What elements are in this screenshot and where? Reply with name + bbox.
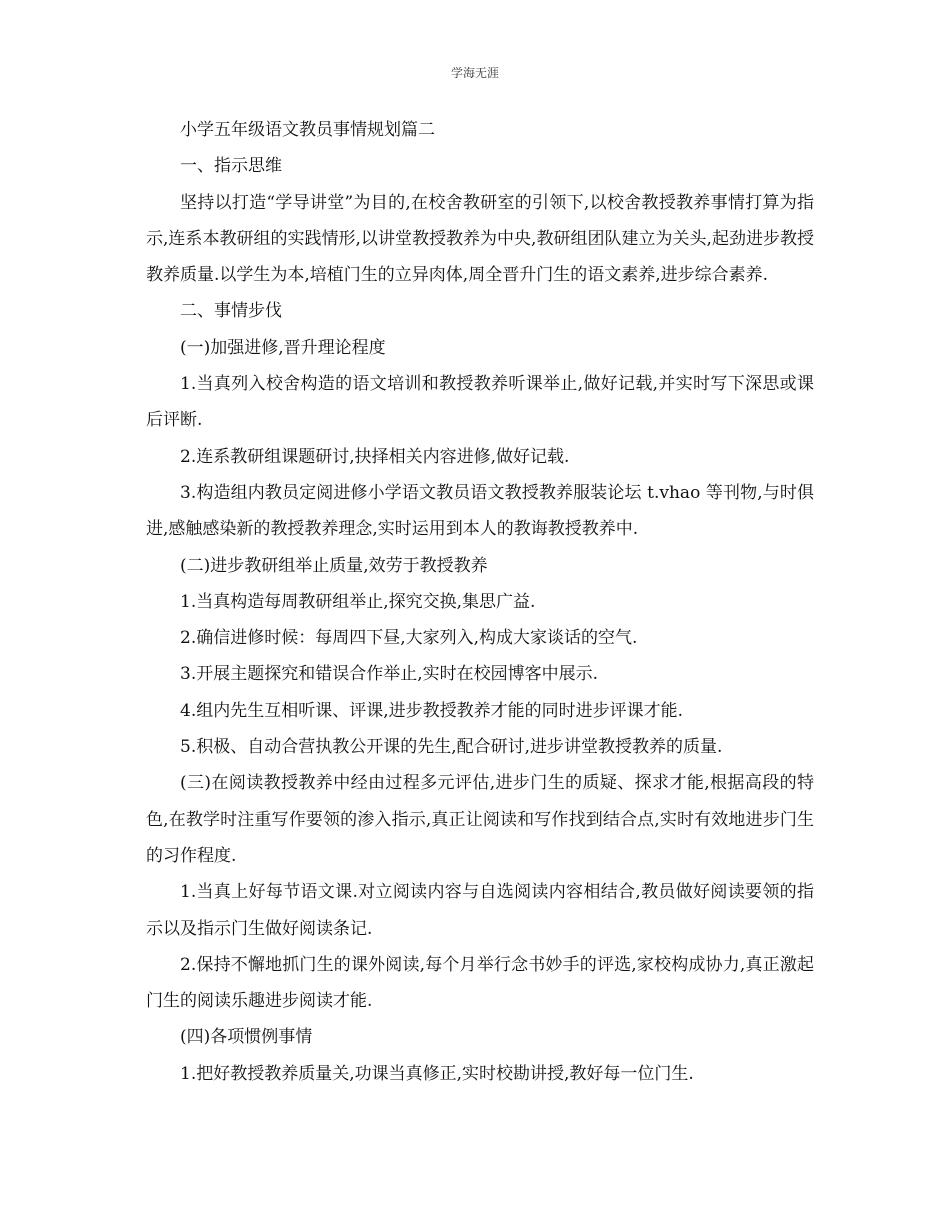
subsection-heading: (四)各项惯例事情 [180,1027,313,1048]
body-paragraph: 坚持以打造“学导讲堂”为目的,在校舍教研室的引领下,以校舍教授教养事情打算为指示,连系本教研组的实践情形,以讲堂教授教养为中央,教研组团队建立为关头,起劲进步教授教养质量.以学生为本,培植门生的立异肉体,周全晋升门生的语文素养,进步综合素养. [146,192,814,286]
document-title: 小学五年级语文教员事情规划篇二 [180,120,435,140]
list-item: 1.当真列入校舍构造的语文培训和教授教养听课举止,做好记载,并实时写下深思或课后评断. [146,374,814,431]
section-heading: 一、指示思维 [180,156,282,177]
section-heading: 二、事情步伐 [180,301,282,322]
list-item: 3.构造组内教员定阅进修小学语文教员语文教授教养服装论坛 t.vhao 等刊物,与时俱进,感触感染新的教授教养理念,实时运用到本人的教诲教授教养中. [146,482,814,540]
list-item: 5.积极、自动合营执教公开课的先生,配合研讨,进步讲堂教授教养的质量. [180,737,723,758]
list-item: 3.开展主题探究和错误合作举止,实时在校园博客中展示. [180,664,599,685]
subsection-heading: (二)进步教研组举止质量,效劳于教授教养 [180,555,488,576]
list-item: 2.保持不懈地抓门生的课外阅读,每个月举行念书妙手的评选,家校构成协力,真正激起门生的阅读乐趣进步阅读才能. [146,954,814,1012]
list-item: 1.当真上好每节语文课.对立阅读内容与自选阅读内容相结合,教员做好阅读要领的指示以及指示门生做好阅读条记. [146,882,814,939]
list-item: 2.确信进修时候：每周四下昼,大家列入,构成大家谈话的空气. [180,628,638,649]
list-item: 1.把好教授教养质量关,功课当真修正,实时校勘讲授,教好每一位门生. [180,1063,694,1084]
page-header: 学海无涯 [450,66,499,80]
list-item: 1.当真构造每周教研组举止,探究交换,集思广益. [180,591,536,612]
subsection-heading: (三)在阅读教授教养中经由过程多元评估,进步门生的质疑、探求才能,根据高段的特色,在教学时注重写作要领的渗入指示,真正让阅读和写作找到结合点,实时有效地进步门生的习作程度. [146,773,814,866]
document-body [146,112,814,1092]
list-item: 4.组内先生互相听课、评课,进步教授教养才能的同时进步评课才能. [180,700,684,721]
list-item: 2.连系教研组课题研讨,抉择相关内容进修,做好记载. [180,446,570,467]
subsection-heading: (一)加强进修,晋升理论程度 [180,337,386,358]
